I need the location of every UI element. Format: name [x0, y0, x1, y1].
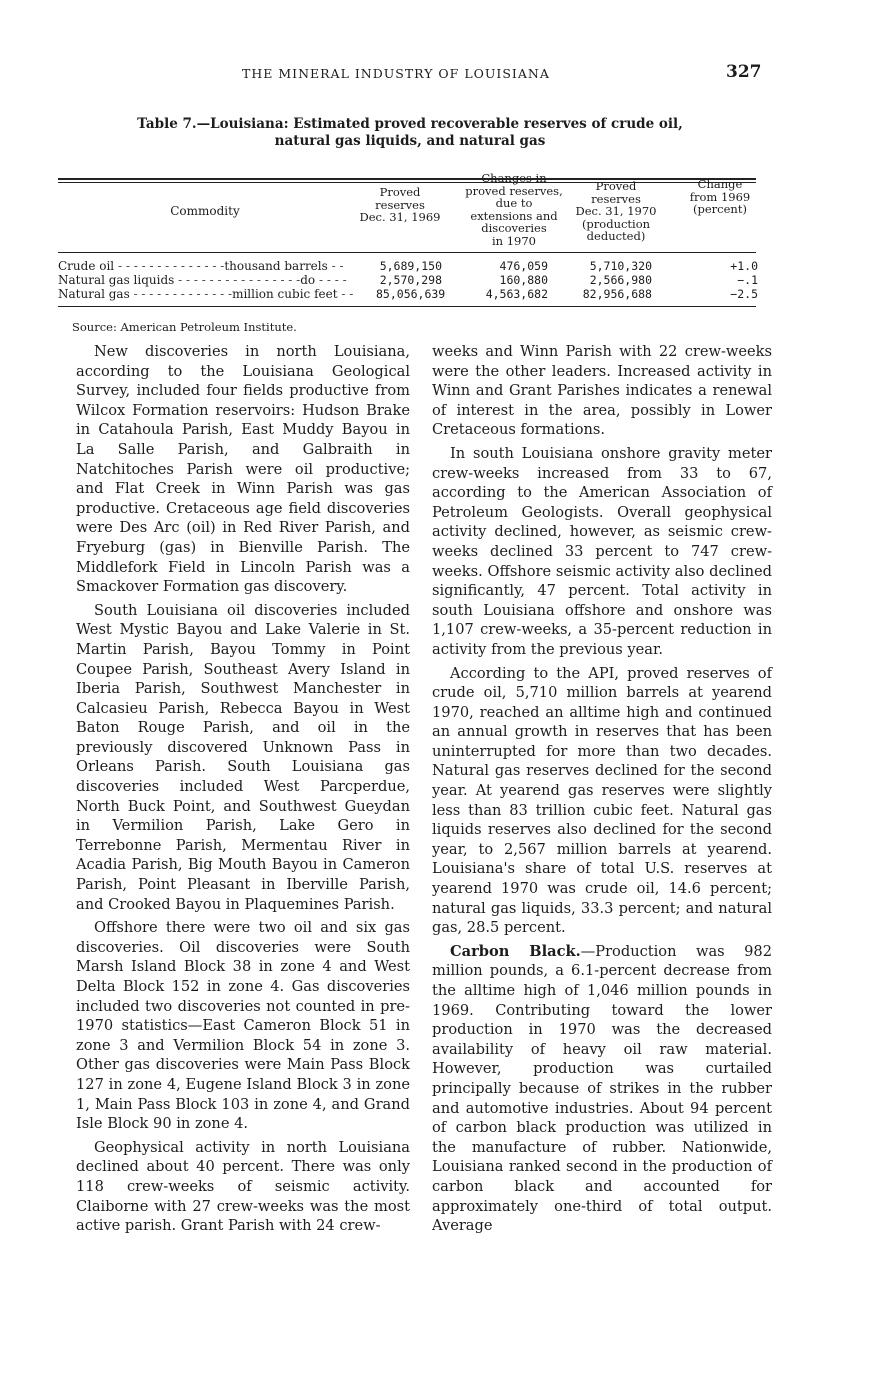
paragraph: [432, 942, 772, 1236]
running-head: THE MINERAL INDUSTRY OF LOUISIANA: [242, 66, 550, 81]
header-changes: Changes in proved reserves, due to extensions and discoveries in 1970: [465, 171, 563, 248]
row-commodity: Natural gas: [58, 287, 130, 301]
paragraph: Geophysical activity in north Louisiana declined about 40 percent. There was only 118 crew-weeks of seismic activity. Claiborne with 27 crew-weeks was the most active parish. Grant Parish with 24 crew-: [76, 1138, 410, 1235]
row-unit: thousand barrels: [224, 259, 328, 273]
right-text-column: [432, 342, 772, 1236]
paragraph: weeks and Winn Parish with 22 crew-weeks were the other leaders. Increased activity in Winn and Grant Parishes indicates a renewal of interest in the area, possibly in Lower Cretaceous formations.: [432, 343, 772, 439]
header-proved-1970: Proved reserves Dec. 31, 1970 (production deducted): [575, 179, 657, 243]
table-row: Crude oil - - - - - - - - - - - - - -thousand barrels - - 5,689,150 476,059 5,710,320 +1.0: [58, 259, 758, 273]
paragraph: New discoveries in north Louisiana, according to the Louisiana Geological Survey, included four fields productive from Wilcox Formation reservoirs: Hudson Brake in Catahoula Parish, East Muddy Bayou in La Salle Parish, and Galbraith in Natchitoches Parish were oil productive; and Flat Creek in Winn Parish was gas productive. Cretaceous age field discoveries were Des Arc (oil) in Red River Parish, and Fryeburg (gas) in Bienville Parish. The Middlefork Field in Lincoln Parish was a Smackover Formation gas discovery.: [76, 343, 410, 596]
left-text-column: [76, 342, 410, 1236]
row-value-change: 4,563,682: [485, 287, 548, 301]
table-row: Natural gas liquids - - - - - - - - - - - - - - - -do - - - - 2,570,298 160,880 2,566,980 −.1: [58, 273, 758, 287]
row-unit: do: [300, 273, 316, 287]
row-value-1970: 5,710,320: [589, 259, 652, 273]
row-value-1969: 5,689,150: [379, 259, 442, 273]
row-commodity: Natural gas liquids: [58, 273, 175, 287]
table-row: Natural gas - - - - - - - - - - - - -million cubic feet - - 85,056,639 4,563,682 82,956,688 −2.5: [58, 287, 758, 301]
row-value-change: 160,880: [499, 273, 548, 287]
table-source-note: Source: American Petroleum Institute.: [72, 320, 297, 334]
paragraph-body: —Production was 982 million pounds, a 6.1-percent decrease from the alltime high of 1,046 million pounds in 1969. Contributing toward the lower production in 1970 was the decreased availability of heavy oil raw material. However, production was curtailed principally because of strikes in the rubber and automotive industries. About 94 percent of carbon black production was utilized in the manufacture of rubber. Nationwide, Louisiana ranked second in the production of carbon black and accounted for approximately one-third of total output. Average: [432, 942, 773, 1235]
paragraph: Offshore there were two oil and six gas discoveries. Oil discoveries were South Marsh Island Block 38 in zone 4 and West Delta Block 152 in zone 4. Gas discoveries included two discoveries not counted in pre-1970 statistics—East Cameron Block 51 in zone 3 and Vermilion Block 54 in zone 3. Other gas discoveries were Main Pass Block 127 in zone 4, Eugene Island Block 3 in zone 1, Main Pass Block 103 in zone 4, and Grand Isle Block 90 in zone 4.: [76, 919, 410, 1133]
page-number: 327: [726, 62, 762, 82]
header-change-percent: Change from 1969 (percent): [689, 177, 751, 216]
table-header-rule: [58, 252, 756, 253]
table-title-line-2: natural gas liquids, and natural gas: [274, 133, 546, 149]
section-lead-carbon-black: Carbon Black.: [450, 942, 581, 960]
paragraph: In south Louisiana onshore gravity meter crew-weeks increased from 33 to 67, according to the American Association of Petroleum Geologists. Overall geophysical activity declined, however, as seismic crew-weeks declined 33 percent to 747 crew-weeks. Offshore seismic activity also declined significantly, 47 percent. Total activity in south Louisiana offshore and onshore was 1,107 crew-weeks, a 35-percent reduction in activity from the previous year.: [432, 444, 772, 658]
row-value-1970: 2,566,980: [589, 273, 652, 287]
row-value-change: 476,059: [499, 259, 548, 273]
table-bottom-rule: [58, 306, 756, 307]
row-value-1970: 82,956,688: [582, 287, 652, 301]
row-value-percent: +1.0: [730, 259, 758, 273]
row-value-1969: 2,570,298: [379, 273, 442, 287]
table-title-line-1: Table 7.—Louisiana: Estimated proved recoverable reserves of crude oil,: [137, 116, 683, 132]
row-value-percent: −2.5: [730, 287, 758, 301]
header-commodity: Commodity: [170, 204, 240, 218]
row-commodity: Crude oil: [58, 259, 115, 273]
row-unit: million cubic feet: [232, 287, 338, 301]
paragraph: According to the API, proved reserves of crude oil, 5,710 million barrels at yearend 1970, reached an alltime high and continued an annual growth in reserves that has been uninterrupted for more than two decades. Natural gas reserves declined for the second year. At yearend gas reserves were slightly less than 83 trillion cubic feet. Natural gas liquids reserves also declined for the second year, to 2,567 million barrels at yearend. Louisiana's share of total U.S. reserves at yearend 1970 was crude oil, 14.6 percent; natural gas liquids, 33.3 percent; and natural gas, 28.5 percent.: [432, 664, 772, 937]
row-value-percent: −.1: [737, 273, 758, 287]
paragraph: South Louisiana oil discoveries included West Mystic Bayou and Lake Valerie in St. Martin Parish, Bayou Tommy in Point Coupee Parish, Southeast Avery Island in Iberia Parish, Southwest Manchester in Calcasieu Parish, Rebecca Bayou in West Baton Rouge Parish, and oil in the previously discovered Unknown Pass in Orleans Parish. South Louisiana gas discoveries included West Parcperdue, North Buck Point, and Southwest Gueydan in Vermilion Parish, Lake Gero in Terrebonne Parish, Mermentau River in Acadia Parish, Big Mouth Bayou in Cameron Parish, Point Pleasant in Iberville Parish, and Crooked Bayou in Plaquemines Parish.: [76, 601, 410, 913]
header-proved-1969: Proved reserves Dec. 31, 1969: [359, 185, 441, 224]
table-title: [110, 116, 710, 150]
row-value-1969: 85,056,639: [376, 287, 446, 301]
